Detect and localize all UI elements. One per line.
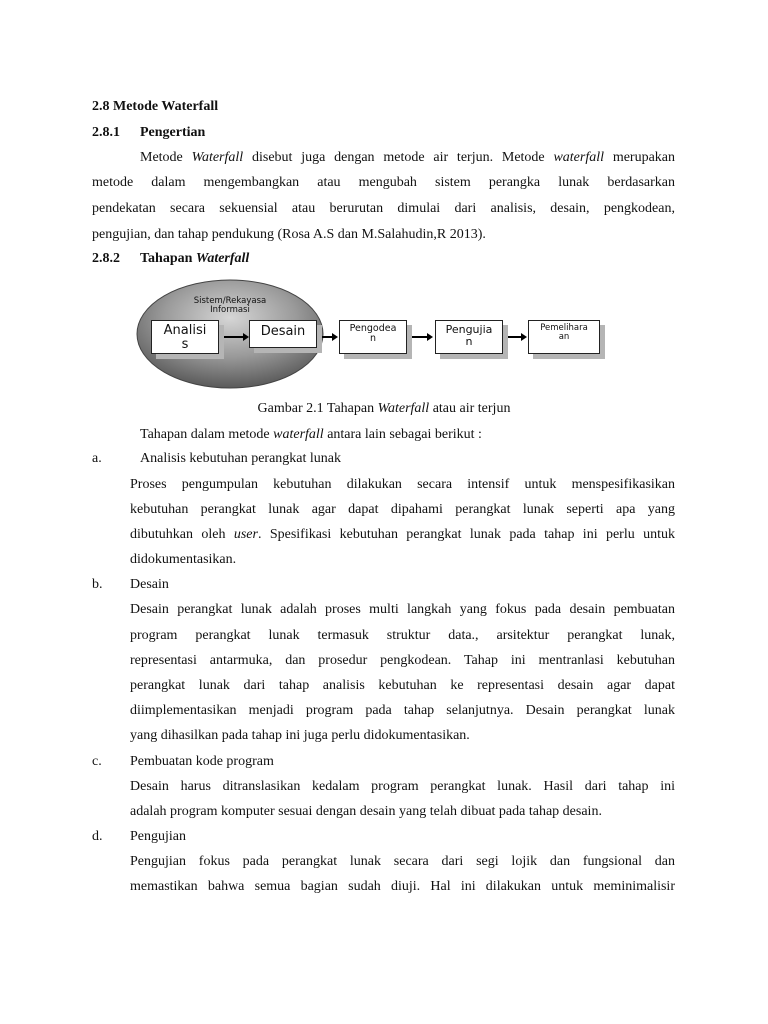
italic-term: Waterfall <box>191 150 244 165</box>
paragraph-line: diimplementasikan menjadi program pada tahap selanjutnya. Desain perangkat lunak <box>130 703 675 718</box>
step-box-pengujian: Pengujia n <box>435 320 503 354</box>
arrow-4-head <box>521 333 527 341</box>
subsection-heading-tahapan <box>92 251 249 267</box>
paragraph-line: program perangkat lunak termasuk struktur data., arsitektur perangkat lunak, <box>130 628 675 643</box>
paragraph-line: perangkat lunak dari tahap analisis kebutuhan ke representasi desain agar dapat <box>130 678 675 693</box>
paragraph-line: Proses pengumpulan kebutuhan dilakukan secara intensif untuk menspesifikasikan <box>130 477 675 492</box>
list-item-title: Desain <box>130 577 169 592</box>
arrow-2-head <box>332 333 338 341</box>
list-marker: b. <box>92 577 103 592</box>
paragraph-line: kebutuhan perangkat lunak agar dapat dipahami perangkat lunak seperti apa yang <box>130 502 675 517</box>
section-heading <box>92 99 218 115</box>
paragraph-line: memastikan bahwa semua bagian sudah diuji. Hal ini dilakukan untuk meminimalisir <box>130 879 675 894</box>
subsection-title: Tahapan <box>140 251 196 266</box>
italic-term: user <box>233 527 258 542</box>
list-marker: c. <box>92 754 102 769</box>
subsection-title: Pengertian <box>140 125 206 140</box>
paragraph-line: Desain perangkat lunak adalah proses multi langkah yang fokus pada desain pembuatan <box>130 602 675 617</box>
paragraph-line: Pengujian fokus pada perangkat lunak secara dari segi lojik dan fungsional dan <box>130 854 675 869</box>
waterfall-diagram <box>135 277 625 397</box>
paragraph-line: Metode Waterfall disebut juga dengan metode air terjun. Metode waterfall merupakan <box>140 150 676 165</box>
section-number: 2.8 <box>92 99 110 114</box>
ellipse-label: Sistem/Rekayasa Informasi <box>193 296 267 316</box>
subsection-number: 2.8.1 <box>92 125 120 140</box>
section-title: Metode Waterfall <box>113 99 219 114</box>
step-box-pengodean: Pengodea n <box>339 320 407 354</box>
italic-term: waterfall <box>553 150 605 165</box>
paragraph-line: yang dihasilkan pada tahap ini juga perlu didokumentasikan. <box>130 728 470 743</box>
list-marker: d. <box>92 829 103 844</box>
list-item-title: Pengujian <box>130 829 186 844</box>
list-item-title: Analisis kebutuhan perangkat lunak <box>140 451 342 466</box>
list-item-title: Pembuatan kode program <box>130 754 274 769</box>
step-box-analisis: Analisi s <box>151 320 219 354</box>
subsection-heading-pengertian <box>92 125 205 141</box>
figure-caption: Gambar 2.1 Tahapan Waterfall atau air terjun <box>257 401 511 416</box>
paragraph-line: adalah program komputer sesuai dengan desain yang telah dibuat pada tahap desain. <box>130 804 602 819</box>
step-box-pemeliharaan: Pemelihara an <box>528 320 600 354</box>
step-box-desain: Desain <box>249 320 317 348</box>
paragraph-line: pendekatan secara sekuensial atau berurutan dimulai dari analisis, desain, pengkodean, <box>92 201 675 216</box>
paragraph-line: didokumentasikan. <box>130 552 237 567</box>
paragraph-line: metode dalam mengembangkan atau mengubah sistem perangka lunak berdasarkan <box>92 175 675 190</box>
paragraph-line: representasi antarmuka, dan prosedur pengkodean. Tahap ini mentranlasi kebutuhan <box>130 653 675 668</box>
arrow-3-head <box>427 333 433 341</box>
paragraph-line: Desain harus ditranslasikan kedalam program perangkat lunak. Hasil dari tahap ini <box>130 779 675 794</box>
subsection-title-italic: Waterfall <box>195 251 250 266</box>
list-intro: Tahapan dalam metode waterfall antara lain sebagai berikut : <box>140 427 482 442</box>
subsection-number: 2.8.2 <box>92 251 120 266</box>
paragraph-line: pengujian, dan tahap pendukung (Rosa A.S dan M.Salahudin,R 2013). <box>92 227 486 242</box>
list-marker: a. <box>92 451 102 466</box>
paragraph-line: dibutuhkan oleh user. Spesifikasi kebutuhan perangkat lunak pada tahap ini perlu untuk <box>130 527 675 542</box>
